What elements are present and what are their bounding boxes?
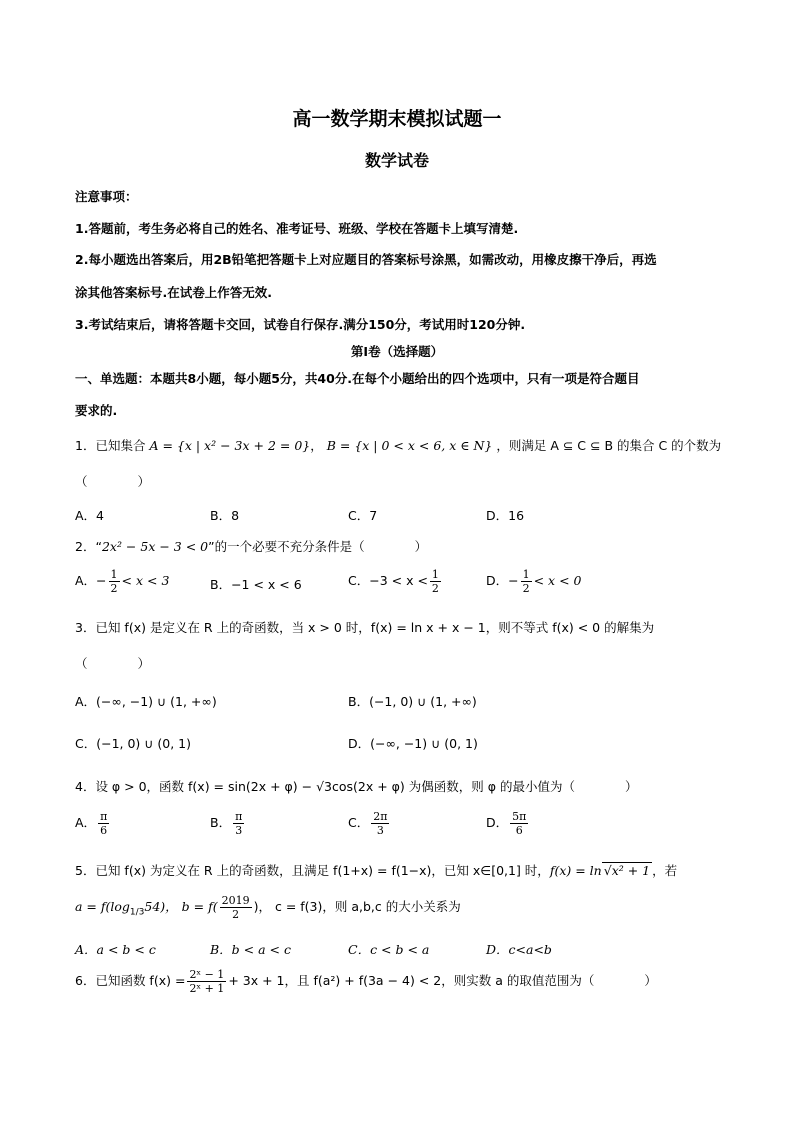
fraction — [510, 810, 528, 837]
fraction-num: 5π — [512, 810, 527, 823]
notes-item-2: 2.每小题选出答案后，用2B铅笔把答题卡上对应题目的答案标号涂黑，如需改动，用橡皮擦干净后，再选 — [75, 252, 657, 267]
fraction — [521, 568, 532, 595]
q5-b: b = f( — [181, 899, 218, 914]
q1-option-c: C．7 — [348, 508, 378, 523]
fraction-num: 2019 — [221, 894, 250, 907]
question-2 — [75, 537, 427, 555]
q4-option-d — [486, 810, 530, 837]
fraction-den: 6 — [100, 824, 108, 837]
q4-option-b-label: B． — [210, 815, 232, 830]
question-4: 4．设 φ > 0，函数 f(x) = sin(2x + φ) − √3cos(2x + φ) 为偶函数，则 φ 的最小值为（ ） — [75, 779, 638, 794]
fraction-den: 2 — [522, 582, 530, 595]
notes-item-3: 3.考试结束后，请将答题卡交回，试卷自行保存.满分150分，考试用时120分钟. — [75, 317, 526, 332]
q5-text: 5．已知 f(x) 为定义在 R 上的奇函数，且满足 f(1+x) = f(1−x)，已知 x∈[0,1] 时， — [75, 863, 550, 878]
q3-option-b: B．(−1, 0) ∪ (1, +∞) — [348, 694, 477, 709]
fraction-den: 3 — [376, 824, 384, 837]
fraction — [98, 810, 109, 837]
q3-option-c: C．(−1, 0) ∪ (0, 1) — [75, 736, 192, 751]
q3-option-d: D．(−∞, −1) ∪ (0, 1) — [348, 736, 478, 751]
q5-option-d: D．c<a<b — [486, 942, 552, 957]
q2-option-d-label: D．− — [486, 573, 519, 588]
q1-prefix: 1．已知集合 — [75, 438, 146, 453]
q4-option-d-label: D． — [486, 815, 509, 830]
fraction — [109, 568, 120, 595]
q5-sqrt-content: x² + 1 — [611, 863, 651, 878]
section-heading-line2: 要求的. — [75, 403, 118, 418]
part-heading: 第Ⅰ卷（选择题） — [350, 344, 444, 359]
q5-suffix: ，若 — [652, 863, 678, 878]
q2-suffix: ”的一个必要不充分条件是（ ） — [208, 539, 428, 554]
q2-option-a-expr: < x < 3 — [121, 573, 170, 588]
fraction-den: 2 — [431, 582, 439, 595]
sqrt-expr: √x² + 1 — [603, 863, 651, 878]
q5-fx: f(x) = ln — [549, 863, 602, 878]
fraction-den: 3 — [235, 824, 243, 837]
q3-blank: （ ） — [75, 656, 151, 671]
fraction — [220, 894, 252, 921]
q2-option-d-expr: < x < 0 — [533, 573, 582, 588]
q2-option-a — [75, 568, 169, 595]
q4-option-a — [75, 810, 111, 837]
q6-suffix: + 3x + 1，且 f(a²) + f(3a − 4) < 2，则实数 a 的取值范围为（ ） — [228, 973, 657, 988]
fraction — [371, 810, 389, 837]
fraction-den: 6 — [515, 824, 523, 837]
page-subtitle: 数学试卷 — [364, 151, 429, 170]
q5-option-a: A．a < b < c — [75, 942, 156, 957]
q4-option-a-label: A． — [75, 815, 97, 830]
q2-option-a-label: A．− — [75, 573, 107, 588]
fraction-num: 2π — [373, 810, 388, 823]
q5-a-arg: 54)， — [144, 899, 178, 914]
q1-suffix: ，则满足 A ⊆ C ⊆ B 的集合 C 的个数为 — [496, 438, 722, 453]
fraction-num: π — [235, 810, 243, 823]
question-3: 3．已知 f(x) 是定义在 R 上的奇函数，当 x > 0 时，f(x) = ln x + x − 1，则不等式 f(x) < 0 的解集为 — [75, 620, 655, 635]
fraction-den: 2 — [110, 582, 118, 595]
q5-log-base: 1/3 — [129, 907, 145, 918]
notes-item-2-cont: 涂其他答案标号.在试卷上作答无效. — [75, 285, 272, 300]
q2-option-b: B．−1 < x < 6 — [210, 577, 302, 592]
question-6 — [75, 968, 657, 995]
q2-option-d — [486, 568, 581, 595]
fraction — [187, 968, 226, 995]
q1-option-b: B．8 — [210, 508, 240, 523]
q1-option-d: D．16 — [486, 508, 525, 523]
fraction-num: 1 — [522, 568, 530, 581]
q3-option-a: A．(−∞, −1) ∪ (1, +∞) — [75, 694, 217, 709]
q2-option-c-label: C．−3 < x < — [348, 573, 428, 588]
question-1: 1．已知集合 A = {x | x² − 3x + 2 = 0}， B = {x | 0 < x < 6, x ∈ N} ，则满足 A ⊆ C ⊆ B 的集合 C 的个数为 — [75, 438, 722, 453]
q5-option-c: C．c < b < a — [348, 942, 430, 957]
q1-blank: （ ） — [75, 474, 151, 489]
q1-set-b: B = {x | 0 < x < 6, x ∈ N} — [326, 438, 493, 453]
q5-a: a = f(log — [75, 899, 130, 914]
fraction-den: 2 — [232, 908, 240, 921]
q2-option-c — [348, 568, 443, 595]
notes-item-1: 1.答题前，考生务必将自己的姓名、准考证号、班级、学校在答题卡上填写清楚. — [75, 221, 519, 236]
page-title: 高一数学期末模拟试题一 — [292, 108, 502, 130]
question-5 — [75, 861, 677, 879]
q1-set-a: A = {x | x² − 3x + 2 = 0} — [149, 438, 311, 453]
q4-option-c — [348, 810, 391, 837]
q1-option-a: A．4 — [75, 508, 105, 523]
q2-prefix: 2．“ — [75, 539, 102, 554]
q5-c: c = f(3)，则 a,b,c 的大小关系为 — [274, 899, 461, 914]
q5-line-2 — [75, 894, 461, 921]
section-heading-line1: 一、单选题：本题共8小题，每小题5分，共40分.在每个小题给出的四个选项中，只有一项是符合题目 — [75, 371, 640, 386]
q6-prefix: 6．已知函数 f(x) = — [75, 973, 186, 988]
q4-option-b — [210, 810, 246, 837]
notes-heading: 注意事项： — [75, 189, 138, 204]
fraction-num: π — [100, 810, 108, 823]
fraction — [233, 810, 244, 837]
q5-option-b: B．b < a < c — [210, 942, 291, 957]
fraction-num: 2ˣ − 1 — [189, 968, 225, 981]
fraction — [430, 568, 441, 595]
fraction-num: 1 — [431, 568, 439, 581]
fraction-den: 2ˣ + 1 — [189, 982, 225, 995]
q5-b-close: )， — [253, 899, 271, 914]
q2-condition: 2x² − 5x − 3 < 0 — [101, 539, 209, 554]
fraction-num: 1 — [110, 568, 118, 581]
q4-option-c-label: C． — [348, 815, 370, 830]
